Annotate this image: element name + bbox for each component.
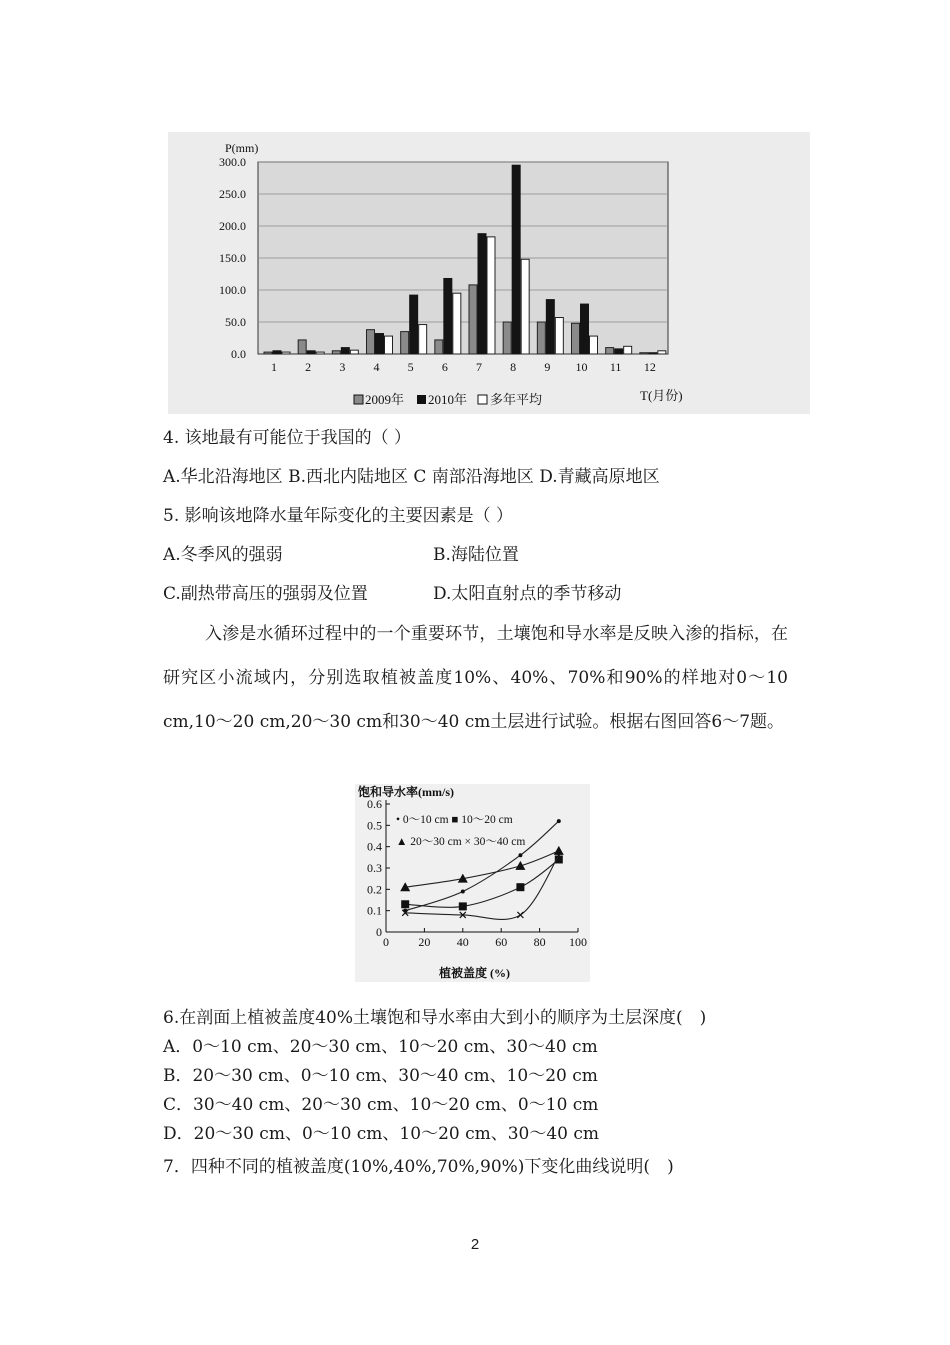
conductivity-line-chart [0, 784, 950, 1014]
line-x-tick-label: 0 [383, 935, 389, 949]
bar-2009 [367, 330, 375, 354]
line-x-tick-label: 60 [495, 935, 508, 949]
bar-2010 [581, 304, 589, 354]
line-y-tick-label: 0 [376, 925, 382, 939]
bar-2010 [512, 165, 520, 354]
q6-stem: 6.在剖面上植被盖度40%土壤饱和导水率由大到小的顺序为土层深度( ) [163, 1008, 707, 1028]
bar-y-tick-label: 50.0 [225, 315, 246, 329]
line-legend-row-2: ▲ 20～30 cm × 30～40 cm [396, 836, 526, 848]
bar-average [453, 293, 461, 354]
bar-2010 [546, 300, 554, 354]
precipitation-bar-chart [0, 128, 950, 418]
bar-2009 [503, 322, 511, 354]
legend-label-2010: 2010年 [428, 392, 468, 407]
bar-average [521, 259, 529, 354]
bar-2010 [444, 278, 452, 354]
bar-2009 [401, 332, 409, 354]
bar-2010 [478, 234, 486, 354]
line-x-tick-label: 100 [569, 935, 587, 949]
bar-x-tick-label: 11 [609, 360, 622, 374]
reading-passage: 入渗是水循环过程中的一个重要环节，土壤饱和导水率是反映入渗的指标，在研究区小流域内，分别选取植被盖度10%、40%、70%和90%的样地对0～10 cm,10～20 cm,20～30 cm和30～40 cm土层进行试验。根据右图回答6～7题。 [163, 624, 788, 732]
bar-2010 [307, 351, 315, 354]
bar-2009 [332, 351, 340, 354]
bar-x-tick-label: 2 [305, 360, 312, 374]
x-axis-label: T(月份) [640, 388, 683, 403]
bar-2009 [435, 340, 443, 354]
bar-2009 [572, 323, 580, 354]
bar-2010 [615, 349, 623, 354]
legend-swatch-average [478, 395, 487, 404]
bar-2010 [410, 295, 418, 354]
legend-label-2009: 2009年 [365, 392, 405, 407]
bar-x-tick-label: 6 [441, 360, 448, 374]
bar-average [487, 237, 495, 354]
legend-label-average: 多年平均 [490, 392, 543, 407]
bar-average [590, 336, 598, 354]
bar-2009 [298, 340, 306, 354]
line-y-tick-label: 0.5 [367, 818, 382, 833]
bar-y-tick-label: 250.0 [219, 187, 246, 201]
bar-y-tick-label: 300.0 [219, 155, 246, 169]
series-10-20cm-marker [401, 900, 409, 908]
bar-2009 [537, 322, 545, 354]
page-number: 2 [470, 1236, 480, 1253]
series-0-10cm-marker [557, 819, 561, 823]
bar-average [624, 346, 632, 354]
line-x-tick-label: 80 [533, 935, 546, 949]
legend-swatch-2009 [354, 395, 363, 404]
bar-average [282, 352, 290, 354]
bar-average [316, 352, 324, 354]
q5-option-a: A.冬季风的强弱 [163, 545, 283, 565]
line-y-tick-label: 0.1 [367, 903, 382, 918]
bar-x-tick-label: 8 [510, 360, 517, 374]
series-10-20cm-marker [516, 883, 524, 891]
bar-legend [354, 392, 542, 407]
q7-stem: 7．四种不同的植被盖度(10%,40%,70%,90%)下变化曲线说明( ) [163, 1157, 674, 1177]
line-y-axis-label: 饱和导水率(mm/s) [358, 785, 454, 799]
bar-x-tick-label: 3 [339, 360, 346, 374]
bar-2009 [640, 353, 648, 354]
bar-y-tick-label: 150.0 [219, 251, 246, 265]
bar-y-tick-label: 100.0 [219, 283, 246, 297]
bar-x-tick-label: 9 [544, 360, 551, 374]
bar-average [658, 351, 666, 354]
q5-option-d: D.太阳直射点的季节移动 [433, 584, 622, 604]
bar-2009 [469, 285, 477, 354]
line-y-tick-label: 0.6 [367, 797, 382, 811]
line-legend-row-1: • 0～10 cm ■ 10～20 cm [396, 814, 513, 826]
y-axis-label: P(mm) [225, 141, 259, 155]
bar-x-tick-label: 10 [575, 360, 588, 374]
line-x-tick-label: 20 [418, 935, 431, 949]
bar-average [419, 325, 427, 354]
series-0-10cm-marker [518, 853, 522, 857]
q5-stem: 5. 影响该地降水量年际变化的主要因素是（ ） [163, 506, 514, 526]
bar-2009 [264, 352, 272, 354]
q4-stem: 4. 该地最有可能位于我国的（ ） [163, 428, 412, 448]
bar-x-tick-label: 7 [476, 360, 482, 374]
bar-y-tick-label: 200.0 [219, 219, 246, 233]
bar-2010 [341, 348, 349, 354]
q6-option-c: C．30～40 cm、20～30 cm、10～20 cm、0～10 cm [163, 1095, 599, 1115]
bar-2010 [649, 353, 657, 354]
q5-option-b: B.海陆位置 [433, 545, 519, 565]
q5-option-c: C.副热带高压的强弱及位置 [163, 584, 368, 604]
q6-option-a: A．0～10 cm、20～30 cm、10～20 cm、30～40 cm [163, 1037, 598, 1057]
line-x-tick-label: 40 [456, 935, 469, 949]
bar-y-tick-label: 0.0 [231, 347, 246, 361]
bar-x-tick-label: 5 [407, 360, 414, 374]
bar-2010 [273, 351, 281, 354]
bar-average [555, 318, 563, 354]
legend-swatch-2010 [417, 395, 426, 404]
series-10-20cm-marker [459, 902, 467, 910]
line-x-axis-label: 植被盖度 (%) [439, 966, 510, 980]
bar-x-tick-label: 4 [373, 360, 380, 374]
q4-options: A.华北沿海地区 B.西北内陆地区 C 南部沿海地区 D.青藏高原地区 [163, 467, 660, 487]
series-0-10cm-marker [461, 889, 465, 893]
bar-2010 [376, 334, 384, 354]
line-y-tick-label: 0.3 [367, 861, 382, 875]
bar-average [350, 350, 358, 354]
q6-option-d: D．20～30 cm、0～10 cm、10～20 cm、30～40 cm [163, 1124, 600, 1144]
bar-x-tick-label: 12 [643, 360, 656, 374]
q6-option-b: B．20～30 cm、0～10 cm、30～40 cm、10～20 cm [163, 1066, 598, 1086]
line-y-tick-label: 0.2 [367, 882, 382, 897]
bar-2009 [606, 348, 614, 354]
bar-average [385, 336, 393, 354]
line-y-tick-label: 0.4 [367, 839, 382, 854]
bar-x-tick-label: 1 [271, 360, 277, 374]
